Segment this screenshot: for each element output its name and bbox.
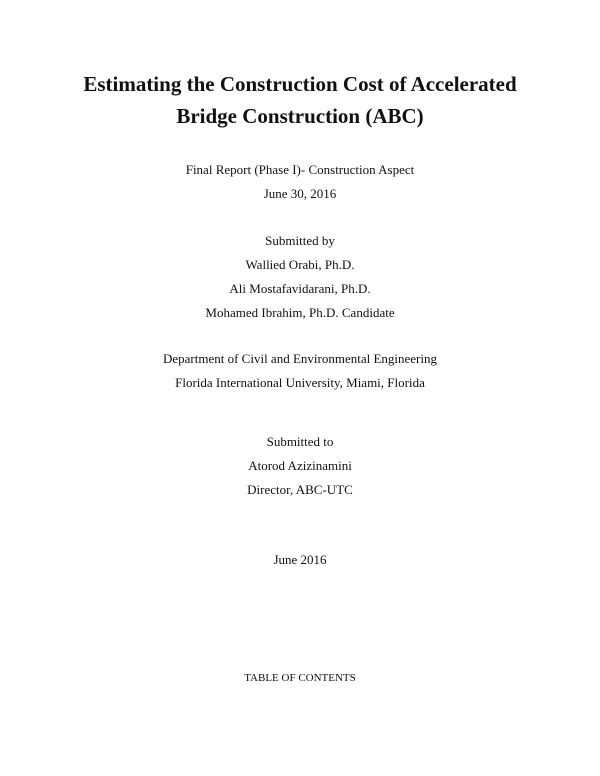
author-2: Ali Mostafavidarani, Ph.D. <box>229 281 371 296</box>
submitted-to-heading: Submitted to <box>266 434 334 449</box>
department: Department of Civil and Environmental Engineering <box>162 351 437 366</box>
recipient-role: Director, ABC-UTC <box>247 482 353 497</box>
author-3: Mohamed Ibrahim, Ph.D. Candidate <box>205 305 395 320</box>
report-subtitle: Final Report (Phase I)- Construction Aspect <box>185 162 415 177</box>
recipient-name: Atorod Azizinamini <box>248 458 352 473</box>
university: Florida International University, Miami, Florida <box>175 375 425 390</box>
author-1: Wallied Orabi, Ph.D. <box>245 257 355 272</box>
submitted-by-heading: Submitted by <box>265 233 335 248</box>
footer-date: June 2016 <box>273 552 327 567</box>
title-line-2: Bridge Construction (ABC) <box>176 104 424 128</box>
title-line-1: Estimating the Construction Cost of Accelerated <box>83 72 517 96</box>
report-date: June 30, 2016 <box>263 186 337 201</box>
toc-heading: TABLE OF CONTENTS <box>244 672 356 684</box>
